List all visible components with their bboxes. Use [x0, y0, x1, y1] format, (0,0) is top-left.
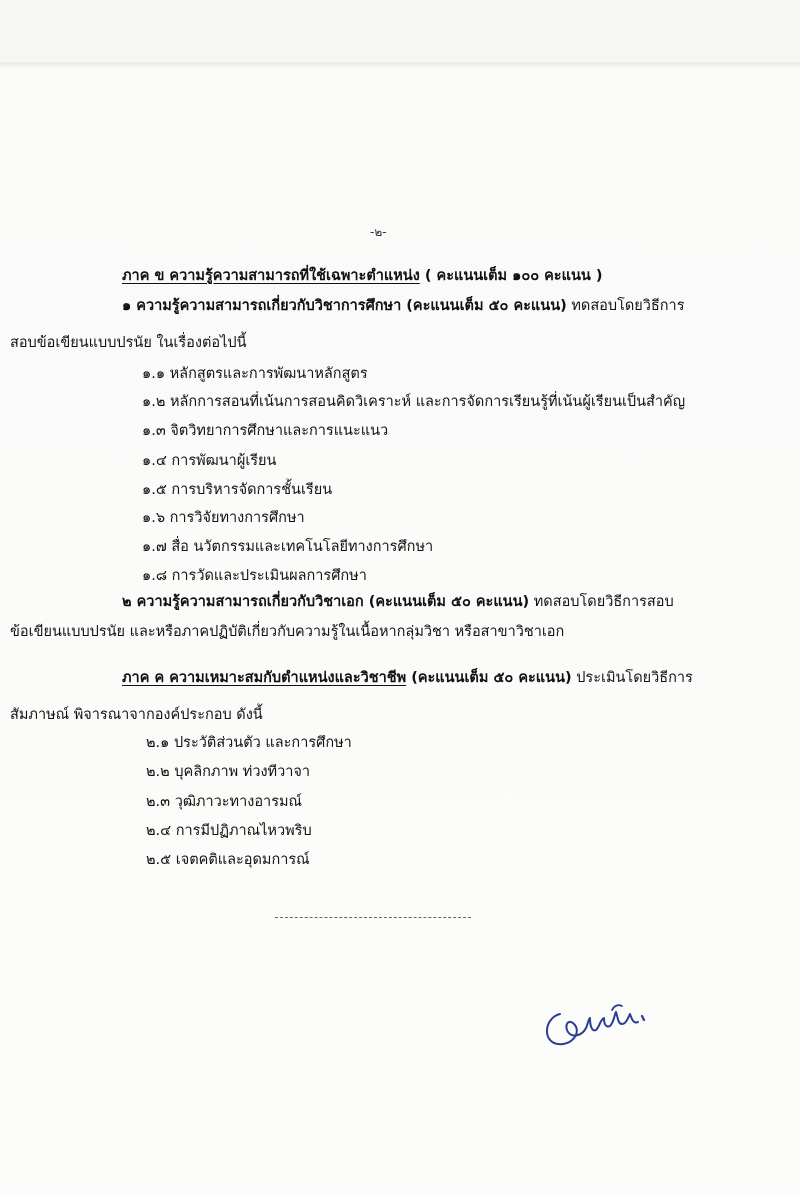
- section-c-item: ๒.๒ บุคลิกภาพ ท่วงทีวาจา: [146, 764, 311, 780]
- section-b-score: ( คะแนนเต็ม ๑๐๐ คะแนน ): [419, 268, 603, 284]
- part2-line: [122, 592, 674, 612]
- part1-item: ๑.๖ การวิจัยทางการศึกษา: [142, 510, 305, 526]
- part1-item: ๑.๒ หลักการสอนที่เน้นการสอนคิดวิเคราะห์ และการจัดการเรียนรู้ที่เน้นผู้เรียนเป็นสำคัญ: [142, 394, 686, 410]
- section-b-heading-line: [122, 266, 602, 286]
- part2-title: ๒ ความรู้ความสามารถเกี่ยวกับวิชาเอก (คะแนนเต็ม ๕๐ คะแนน): [122, 594, 530, 610]
- scan-shadow: [0, 62, 800, 68]
- part1-item: ๑.๓ จิตวิทยาการศึกษาและการแนะแนว: [142, 423, 389, 439]
- section-c-score: (คะแนนเต็ม ๕๐ คะแนน): [406, 670, 572, 686]
- part1-item: ๑.๑ หลักสูตรและการพัฒนาหลักสูตร: [142, 366, 368, 382]
- section-c-item: ๒.๑ ประวัติส่วนตัว และการศึกษา: [146, 735, 352, 751]
- part1-item: ๑.๔ การพัฒนาผู้เรียน: [142, 453, 277, 469]
- section-c-text: ประเมินโดยวิธีการ: [571, 670, 693, 686]
- part1-item: ๑.๕ การบริหารจัดการชั้นเรียน: [142, 482, 333, 498]
- part1-line: [122, 296, 684, 316]
- part2-continuation: ข้อเขียนแบบปรนัย และหรือภาคปฏิบัติเกี่ยวกับความรู้ในเนื้อหากลุ่มวิชา หรือสาขาวิชาเอก: [10, 624, 565, 640]
- page-number: -๒-: [370, 225, 387, 239]
- part1-text: ทดสอบโดยวิธีการ: [566, 298, 685, 314]
- section-c-line: [122, 668, 693, 688]
- section-b-heading: ภาค ข ความรู้ความสามารถที่ใช้เฉพาะตำแหน่ง: [122, 268, 420, 284]
- section-c-heading: ภาค ค ความเหมาะสมกับตำแหน่งและวิชาชีพ: [122, 670, 407, 686]
- part1-continuation: สอบข้อเขียนแบบปรนัย ในเรื่องต่อไปนี้: [10, 335, 247, 351]
- part1-item: ๑.๗ สื่อ นวัตกรรมและเทคโนโลยีทางการศึกษา: [142, 539, 434, 555]
- section-c-item: ๒.๕ เจตคติและอุดมการณ์: [146, 852, 310, 868]
- section-c-item: ๒.๔ การมีปฏิภาณไหวพริบ: [146, 823, 312, 839]
- section-c-continuation: สัมภาษณ์ พิจารณาจากองค์ประกอบ ดังนี้: [10, 707, 263, 723]
- part1-item: ๑.๘ การวัดและประเมินผลการศึกษา: [142, 568, 367, 584]
- end-divider: [275, 917, 471, 918]
- part1-title: ๑ ความรู้ความสามารถเกี่ยวกับวิชาการศึกษา (คะแนนเต็ม ๕๐ คะแนน): [122, 298, 567, 314]
- signature-icon: [538, 996, 662, 1056]
- section-c-item: ๒.๓ วุฒิภาวะทางอารมณ์: [146, 794, 302, 810]
- part2-text: ทดสอบโดยวิธีการสอบ: [529, 594, 674, 610]
